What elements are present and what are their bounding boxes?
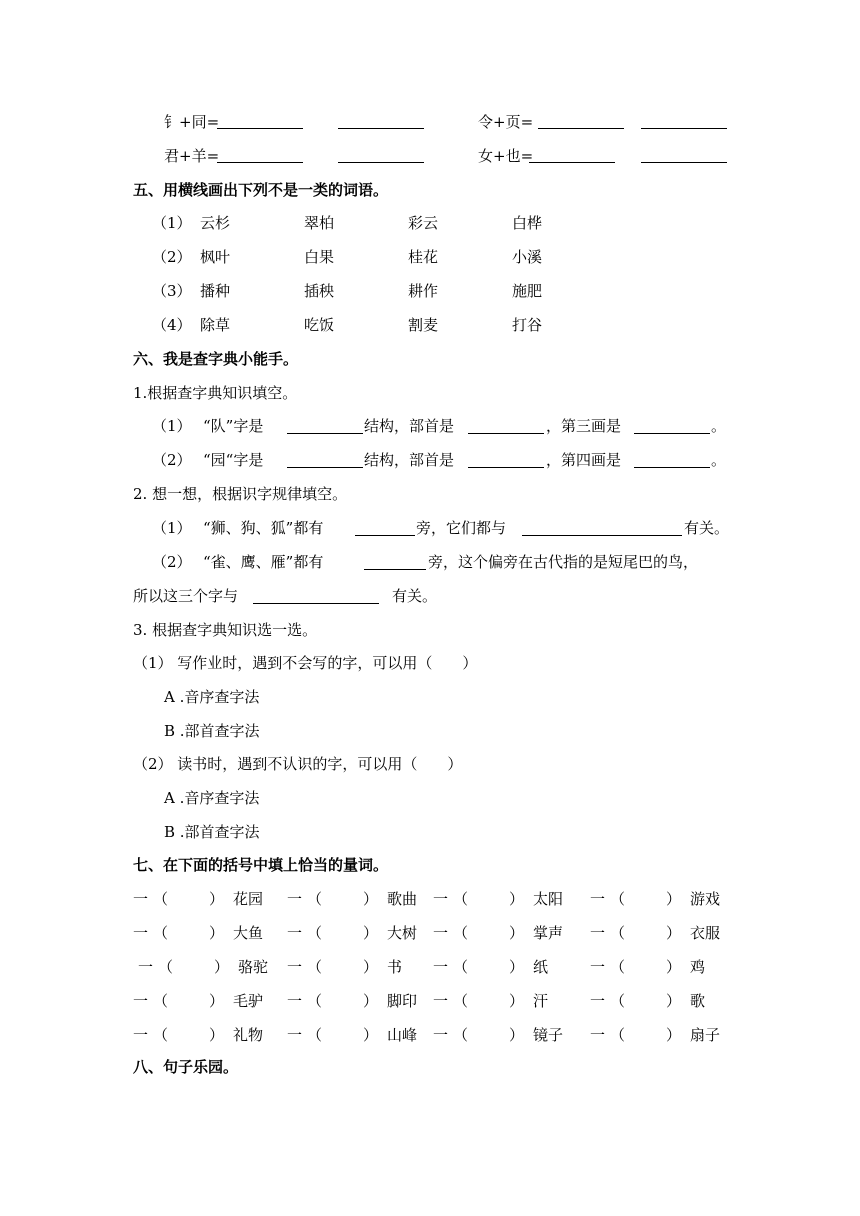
- right-paren: ）: [509, 890, 525, 908]
- measure-word-blank[interactable]: [174, 957, 214, 977]
- word[interactable]: 打谷: [512, 316, 543, 334]
- word[interactable]: 桂花: [408, 248, 439, 266]
- one-char: 一: [287, 924, 303, 942]
- q2-text: “雀、鹰、雁”都有: [203, 553, 324, 571]
- row-number: （1）: [152, 519, 192, 537]
- measure-word-blank[interactable]: [626, 923, 666, 943]
- row-number: （2）: [152, 553, 192, 571]
- measure-word-blank[interactable]: [323, 889, 363, 909]
- answer-blank[interactable]: [253, 603, 379, 604]
- one-char: 一: [590, 924, 606, 942]
- compose-item-4: 女+也=: [478, 147, 534, 165]
- q1-text: 结构，部首是: [364, 417, 455, 435]
- word[interactable]: 白果: [304, 248, 335, 266]
- one-char: 一: [138, 958, 154, 976]
- word[interactable]: 除草: [200, 316, 231, 334]
- noun-word: 脚印: [387, 992, 418, 1010]
- measure-word-blank[interactable]: [626, 991, 666, 1011]
- section-8-title: 八、句子乐园。: [133, 1058, 239, 1076]
- q1-text: ，第四画是: [546, 451, 622, 469]
- right-paren: ）: [666, 992, 682, 1010]
- q1-text: ，第三画是: [546, 417, 622, 435]
- left-paren: （: [610, 992, 626, 1010]
- right-paren: ）: [363, 924, 379, 942]
- answer-blank[interactable]: [338, 128, 424, 129]
- noun-word: 纸: [533, 958, 549, 976]
- word[interactable]: 小溪: [512, 248, 543, 266]
- answer-blank[interactable]: [529, 162, 615, 163]
- one-char: 一: [433, 958, 449, 976]
- noun-word: 衣服: [690, 924, 721, 942]
- q1-text: “园“字是: [203, 451, 264, 469]
- one-char: 一: [433, 992, 449, 1010]
- right-paren: ）: [666, 924, 682, 942]
- one-char: 一: [433, 924, 449, 942]
- option-b[interactable]: B .部首查字法: [164, 722, 260, 740]
- q1-text: 。: [711, 417, 727, 435]
- answer-blank[interactable]: [217, 162, 303, 163]
- q2-text: 所以这三个字与: [133, 587, 239, 605]
- answer-blank[interactable]: [287, 467, 363, 468]
- q2-text: “狮、狗、狐”都有: [203, 519, 324, 537]
- right-paren: ）: [209, 890, 225, 908]
- left-paren: （: [158, 958, 174, 976]
- word[interactable]: 吃饭: [304, 316, 335, 334]
- answer-blank[interactable]: [641, 162, 727, 163]
- left-paren: （: [307, 924, 323, 942]
- left-paren: （: [307, 890, 323, 908]
- left-paren: （: [307, 1026, 323, 1044]
- q2-text: 旁，它们都与: [416, 519, 507, 537]
- measure-word-blank[interactable]: [169, 889, 209, 909]
- measure-word-blank[interactable]: [169, 923, 209, 943]
- word[interactable]: 耕作: [408, 282, 439, 300]
- answer-blank[interactable]: [364, 569, 426, 570]
- one-char: 一: [287, 992, 303, 1010]
- left-paren: （: [307, 958, 323, 976]
- one-char: 一: [433, 1026, 449, 1044]
- q2-text: 旁，这个偏旁在古代指的是短尾巴的鸟，: [428, 553, 699, 571]
- answer-blank[interactable]: [468, 433, 544, 434]
- word[interactable]: 枫叶: [200, 248, 231, 266]
- right-paren: ）: [363, 992, 379, 1010]
- noun-word: 扇子: [690, 1026, 721, 1044]
- noun-word: 掌声: [533, 924, 564, 942]
- answer-blank[interactable]: [355, 535, 415, 536]
- noun-word: 镜子: [533, 1026, 564, 1044]
- one-char: 一: [433, 890, 449, 908]
- one-char: 一: [133, 1026, 149, 1044]
- q3-question: （2） 读书时，遇到不认识的字，可以用（ ）: [133, 755, 463, 773]
- left-paren: （: [153, 1026, 169, 1044]
- measure-word-blank[interactable]: [469, 1025, 509, 1045]
- row-number: （3）: [152, 282, 192, 300]
- noun-word: 游戏: [690, 890, 721, 908]
- measure-word-blank[interactable]: [323, 1025, 363, 1045]
- word[interactable]: 施肥: [512, 282, 543, 300]
- left-paren: （: [610, 958, 626, 976]
- answer-blank[interactable]: [634, 433, 710, 434]
- right-paren: ）: [209, 1026, 225, 1044]
- right-paren: ）: [666, 958, 682, 976]
- noun-word: 汗: [533, 992, 549, 1010]
- one-char: 一: [133, 890, 149, 908]
- option-a[interactable]: A .音序查字法: [164, 688, 260, 706]
- one-char: 一: [133, 924, 149, 942]
- row-number: （2）: [152, 248, 192, 266]
- q3-title: 3. 根据查字典知识选一选。: [133, 621, 318, 639]
- q2-text: 有关。: [684, 519, 730, 537]
- section-7-title: 七、在下面的括号中填上恰当的量词。: [133, 856, 389, 874]
- noun-word: 歌: [690, 992, 706, 1010]
- compose-item-3: 君+羊=: [164, 147, 220, 165]
- answer-blank[interactable]: [538, 128, 624, 129]
- answer-blank[interactable]: [338, 162, 424, 163]
- word[interactable]: 割麦: [408, 316, 439, 334]
- right-paren: ）: [363, 890, 379, 908]
- left-paren: （: [453, 958, 469, 976]
- noun-word: 骆驼: [238, 958, 269, 976]
- left-paren: （: [610, 890, 626, 908]
- left-paren: （: [610, 924, 626, 942]
- right-paren: ）: [209, 924, 225, 942]
- one-char: 一: [590, 1026, 606, 1044]
- q1-text: 结构，部首是: [364, 451, 455, 469]
- word[interactable]: 彩云: [408, 214, 439, 232]
- row-number: （1）: [152, 214, 192, 232]
- word[interactable]: 插秧: [304, 282, 335, 300]
- right-paren: ）: [509, 1026, 525, 1044]
- one-char: 一: [590, 992, 606, 1010]
- left-paren: （: [153, 890, 169, 908]
- noun-word: 歌曲: [387, 890, 418, 908]
- right-paren: ）: [666, 890, 682, 908]
- one-char: 一: [287, 1026, 303, 1044]
- right-paren: ）: [363, 958, 379, 976]
- answer-blank[interactable]: [217, 128, 303, 129]
- noun-word: 太阳: [533, 890, 564, 908]
- measure-word-blank[interactable]: [323, 957, 363, 977]
- one-char: 一: [287, 958, 303, 976]
- left-paren: （: [153, 924, 169, 942]
- measure-word-blank[interactable]: [626, 889, 666, 909]
- compose-item-1: 钅+同=: [164, 113, 220, 131]
- word[interactable]: 云杉: [200, 214, 231, 232]
- measure-word-blank[interactable]: [169, 1025, 209, 1045]
- right-paren: ）: [666, 1026, 682, 1044]
- right-paren: ）: [509, 958, 525, 976]
- answer-blank[interactable]: [641, 128, 727, 129]
- noun-word: 鸡: [690, 958, 706, 976]
- noun-word: 山峰: [387, 1026, 418, 1044]
- word[interactable]: 白桦: [512, 214, 543, 232]
- one-char: 一: [590, 958, 606, 976]
- row-number: （2）: [152, 451, 192, 469]
- measure-word-blank[interactable]: [323, 991, 363, 1011]
- noun-word: 礼物: [233, 1026, 264, 1044]
- word[interactable]: 翠柏: [304, 214, 335, 232]
- left-paren: （: [307, 992, 323, 1010]
- compose-item-2: 令+页=: [478, 113, 534, 131]
- left-paren: （: [453, 890, 469, 908]
- noun-word: 书: [387, 958, 403, 976]
- answer-blank[interactable]: [287, 433, 363, 434]
- right-paren: ）: [509, 992, 525, 1010]
- left-paren: （: [610, 1026, 626, 1044]
- q1-text: 。: [711, 451, 727, 469]
- section-6-title: 六、我是查字典小能手。: [133, 350, 299, 368]
- right-paren: ）: [509, 924, 525, 942]
- q2-title: 2. 想一想，根据识字规律填空。: [133, 485, 348, 503]
- answer-blank[interactable]: [468, 467, 544, 468]
- row-number: （4）: [152, 316, 192, 334]
- right-paren: ）: [363, 1026, 379, 1044]
- option-b[interactable]: B .部首查字法: [164, 823, 260, 841]
- right-paren: ）: [214, 958, 230, 976]
- left-paren: （: [453, 924, 469, 942]
- option-a[interactable]: A .音序查字法: [164, 789, 260, 807]
- measure-word-blank[interactable]: [469, 991, 509, 1011]
- left-paren: （: [453, 1026, 469, 1044]
- one-char: 一: [590, 890, 606, 908]
- one-char: 一: [287, 890, 303, 908]
- answer-blank[interactable]: [522, 535, 682, 536]
- q2-text: 有关。: [392, 587, 438, 605]
- noun-word: 大树: [387, 924, 418, 942]
- noun-word: 花园: [233, 890, 264, 908]
- one-char: 一: [133, 992, 149, 1010]
- left-paren: （: [153, 992, 169, 1010]
- measure-word-blank[interactable]: [323, 923, 363, 943]
- q1-text: “队”字是: [203, 417, 264, 435]
- row-number: （1）: [152, 417, 192, 435]
- right-paren: ）: [209, 992, 225, 1010]
- measure-word-blank[interactable]: [469, 923, 509, 943]
- answer-blank[interactable]: [634, 467, 710, 468]
- noun-word: 毛驴: [233, 992, 264, 1010]
- measure-word-blank[interactable]: [469, 957, 509, 977]
- measure-word-blank[interactable]: [626, 957, 666, 977]
- q3-question: （1） 写作业时，遇到不会写的字，可以用（ ）: [133, 654, 478, 672]
- measure-word-blank[interactable]: [169, 991, 209, 1011]
- left-paren: （: [453, 992, 469, 1010]
- section-5-title: 五、用横线画出下列不是一类的词语。: [133, 181, 389, 199]
- noun-word: 大鱼: [233, 924, 264, 942]
- q1-title: 1.根据查字典知识填空。: [133, 384, 298, 402]
- measure-word-blank[interactable]: [469, 889, 509, 909]
- measure-word-blank[interactable]: [626, 1025, 666, 1045]
- word[interactable]: 播种: [200, 282, 231, 300]
